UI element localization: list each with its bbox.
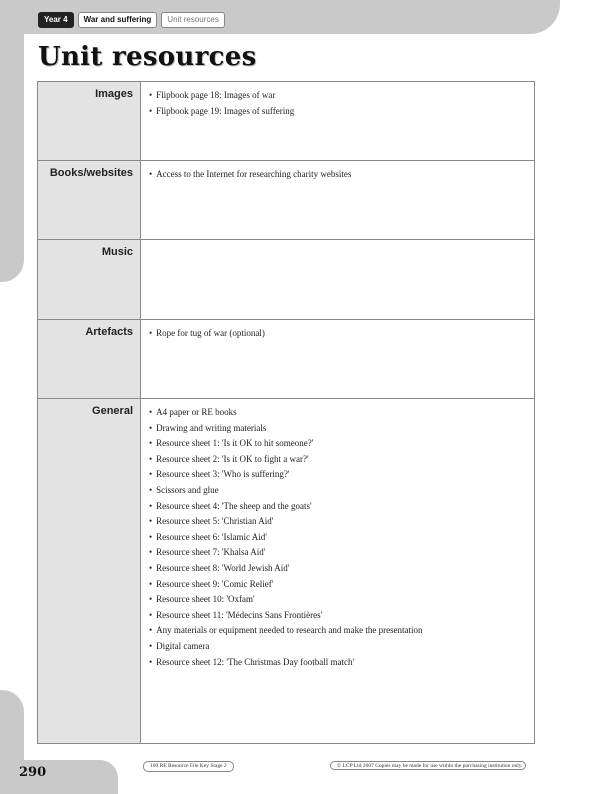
- row-books-websites: [38, 161, 534, 240]
- resource-item: • Resource sheet 1: 'Is it OK to hit someone?': [149, 436, 526, 452]
- resource-list-general: [141, 399, 534, 743]
- row-images: [38, 82, 534, 161]
- breadcrumb: [38, 12, 225, 28]
- row-artefacts: [38, 320, 534, 399]
- category-label-music: Music: [38, 240, 141, 319]
- resource-item: • Flipbook page 19: Images of suffering: [149, 104, 526, 120]
- footer-copyright: © LCP Ltd 2007 Copies may be made for use within the purchasing institution only.: [330, 761, 526, 770]
- resource-item: • Resource sheet 7: 'Khalsa Aid': [149, 545, 526, 561]
- resource-item: • Rope for tug of war (optional): [149, 326, 526, 342]
- category-label-books-websites: Books/websites: [38, 161, 141, 239]
- resource-list-music: [141, 240, 534, 319]
- resource-item: • Resource sheet 3: 'Who is suffering?': [149, 467, 526, 483]
- resource-item: • Flipbook page 18: Images of war: [149, 88, 526, 104]
- resource-item: • Resource sheet 6: 'Islamic Aid': [149, 530, 526, 546]
- resource-list-books-websites: [141, 161, 534, 239]
- breadcrumb-current: Unit resources: [161, 12, 225, 28]
- resource-item: • Access to the Internet for researching charity websites: [149, 167, 526, 183]
- left-margin-band-top: [0, 0, 24, 282]
- resource-item: • Resource sheet 8: 'World Jewish Aid': [149, 561, 526, 577]
- breadcrumb-year: Year 4: [38, 12, 74, 28]
- breadcrumb-section: War and suffering: [78, 12, 158, 28]
- row-music: [38, 240, 534, 320]
- footer-band: [0, 760, 118, 794]
- resource-item: • Resource sheet 10: 'Oxfam': [149, 592, 526, 608]
- resource-item: • Resource sheet 11: 'Médecins Sans Frontières': [149, 608, 526, 624]
- resource-item: • Resource sheet 2: 'Is it OK to fight a war?': [149, 452, 526, 468]
- resource-item: • Digital camera: [149, 639, 526, 655]
- row-general: [38, 399, 534, 743]
- resource-item: • Resource sheet 5: 'Christian Aid': [149, 514, 526, 530]
- resource-item: • Drawing and writing materials: [149, 421, 526, 437]
- resource-item: • Any materials or equipment needed to research and make the presentation: [149, 623, 526, 639]
- category-label-general: General: [38, 399, 141, 743]
- resource-item: • Scissors and glue: [149, 483, 526, 499]
- resource-item: • Resource sheet 9: 'Comic Relief': [149, 577, 526, 593]
- footer-book-title: 100 RE Resource File Key Stage 2: [143, 761, 234, 772]
- resource-list-images: [141, 82, 534, 160]
- page-number: 290: [19, 765, 47, 780]
- category-label-images: Images: [38, 82, 141, 160]
- resource-item: • A4 paper or RE books: [149, 405, 526, 421]
- resource-item: • Resource sheet 12: 'The Christmas Day football match': [149, 655, 526, 671]
- category-label-artefacts: Artefacts: [38, 320, 141, 398]
- resource-item: • Resource sheet 4: 'The sheep and the goats': [149, 499, 526, 515]
- page-title: Unit resources: [38, 42, 257, 72]
- resource-table: [37, 81, 535, 744]
- resource-list-artefacts: [141, 320, 534, 398]
